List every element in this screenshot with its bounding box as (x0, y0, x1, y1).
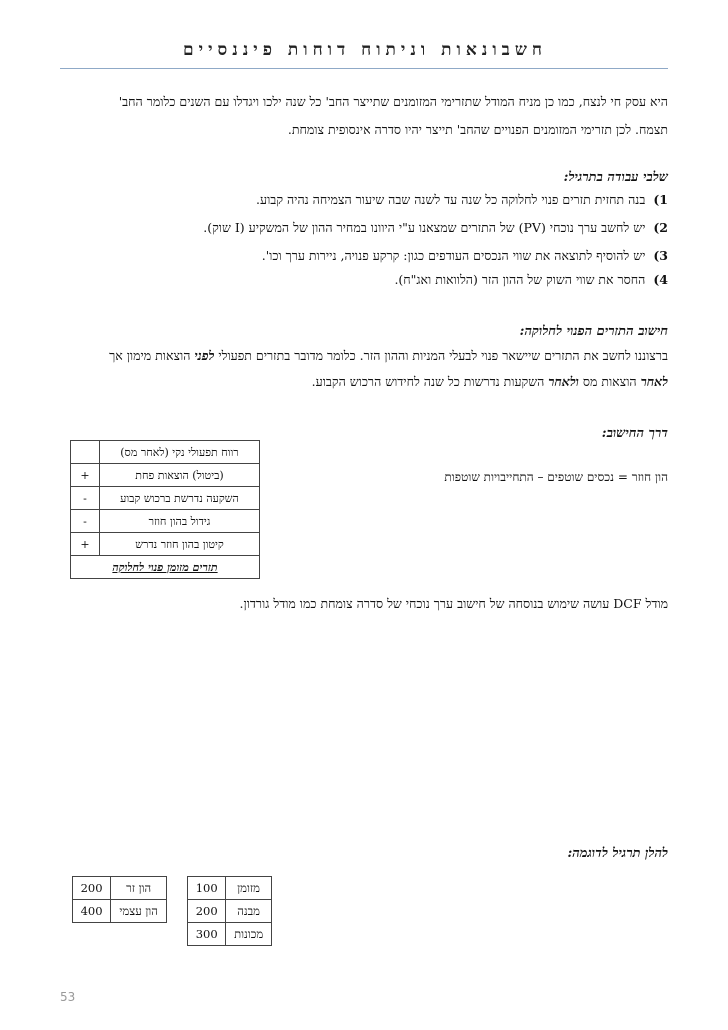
step-text: יש להוסיף לתוצאה את שווי הנכסים העודפים כגון: קרקע פנויה, ניירות ערך וכו'. (261, 248, 646, 263)
method-heading: דרך החישוב: (601, 426, 668, 441)
table-row (71, 533, 260, 556)
fcf-text: הוצאות מימון אך (109, 348, 195, 363)
fcf-text: השקעות נדרשות כל שנה לחידוש הרכוש הקבוע. (311, 374, 549, 389)
steps-heading: שלבי עבודה בתרגיל: (563, 170, 668, 185)
table-cell-label: השקעה נדרשת ברכוש קבוע (100, 487, 260, 510)
table-cell-sign: + (71, 533, 100, 556)
table-row (71, 441, 260, 464)
table-spacer (167, 900, 188, 923)
table-spacer (167, 923, 188, 946)
cash-flow-table (70, 440, 260, 579)
table-cell-sign: - (71, 487, 100, 510)
intro-line-2: תצמח. לכן תזרימי המזומנים הפנויים שהחב' תייצר יהיו סדרה אינסופית צומחת. (287, 122, 668, 137)
table-total-cell: תזרים מזומן פנוי לחלוקה (71, 556, 260, 579)
fcf-emphasis: ולאחר (548, 374, 579, 389)
step-item (68, 272, 668, 288)
table-cell-label: מזומן (226, 877, 272, 900)
step-text: יש לחשב ערך נוכחי (PV) של התזרים שמצאנו ע"י היוונו במחיר ההון של המשקיע (I שוק). (203, 220, 646, 235)
table-cell-label: רווח תפעולי נקי (לאחר מס) (100, 441, 260, 464)
table-cell-value: 200 (188, 900, 226, 923)
table-row (73, 877, 272, 900)
step-number: 2) (653, 220, 668, 235)
page-title: חשבונאות וניתוח דוחות פיננסיים (183, 40, 547, 60)
step-item (68, 192, 668, 208)
table-cell-label: מבנה (226, 900, 272, 923)
step-number: 3) (653, 248, 668, 263)
table-spacer (167, 877, 188, 900)
table-row (71, 510, 260, 533)
table-cell-value: 200 (73, 877, 111, 900)
fcf-emphasis: לפני (194, 348, 215, 363)
table-cell-empty (111, 923, 167, 946)
fcf-heading: חישוב התזרים הפנוי לחלוקה: (519, 324, 668, 339)
example-heading: להלן תרגיל לדוגמה: (567, 846, 668, 861)
table-cell-value: 400 (73, 900, 111, 923)
table-cell-label: (ביטול) הוצאות פחת (100, 464, 260, 487)
table-cell-sign: - (71, 510, 100, 533)
step-number: 1) (653, 192, 668, 207)
table-row (73, 900, 272, 923)
table-total-row (71, 556, 260, 579)
fcf-text: ברצוננו לחשב את התזרים שיישאר פנוי לבעלי המניות וההון הזר. כלומר מדובר בתזרים תפעולי (214, 348, 668, 363)
step-number: 4) (653, 272, 668, 287)
table-cell-sign (71, 441, 100, 464)
table-row (71, 464, 260, 487)
fcf-line-1 (60, 342, 668, 370)
table-cell-label: מכונות (226, 923, 272, 946)
fcf-emphasis: לאחר (640, 374, 668, 389)
step-text: החסר את שווי השוק של ההון הזר (הלוואות ואג"ח). (394, 272, 646, 287)
table-cell-label: גידול בהון חוזר (100, 510, 260, 533)
example-balance-table (72, 876, 272, 946)
intro-line-1: היא עסק חי לנצח, כמו כן מניח המודל שתזרימי המזומנים שתייצר החב' כל שנה ילכו ויגדלו עם השנים כלומר החב' (118, 94, 668, 109)
fcf-text: הוצאות מס (578, 374, 641, 389)
working-capital-formula: הון חוזר = נכסים שוטפים – התחייבויות שוטפות (444, 470, 668, 484)
table-cell-value: 300 (188, 923, 226, 946)
page-number: 53 (60, 990, 76, 1004)
table-cell-value: 100 (188, 877, 226, 900)
step-item (68, 248, 668, 264)
table-cell-sign: + (71, 464, 100, 487)
table-row (71, 487, 260, 510)
table-cell-empty (73, 923, 111, 946)
fcf-line-2 (60, 368, 668, 396)
title-divider (60, 68, 668, 69)
table-cell-label: הון עצמי (111, 900, 167, 923)
table-cell-label: קיטון בהון חוזר נדרש (100, 533, 260, 556)
table-cell-label: הון זר (111, 877, 167, 900)
step-text: בנה תחזית תזרים פנוי לחלוקה כל שנה עד לשנה שבה שיעור הצמיחה נהיה קבוע. (256, 192, 646, 207)
table-row (73, 923, 272, 946)
dcf-note: מודל DCF עושה שימוש בנוסחה של חישוב ערך נוכחי של סדרה צומחת כמו מודל גורדון. (239, 596, 668, 611)
step-item (68, 220, 668, 236)
